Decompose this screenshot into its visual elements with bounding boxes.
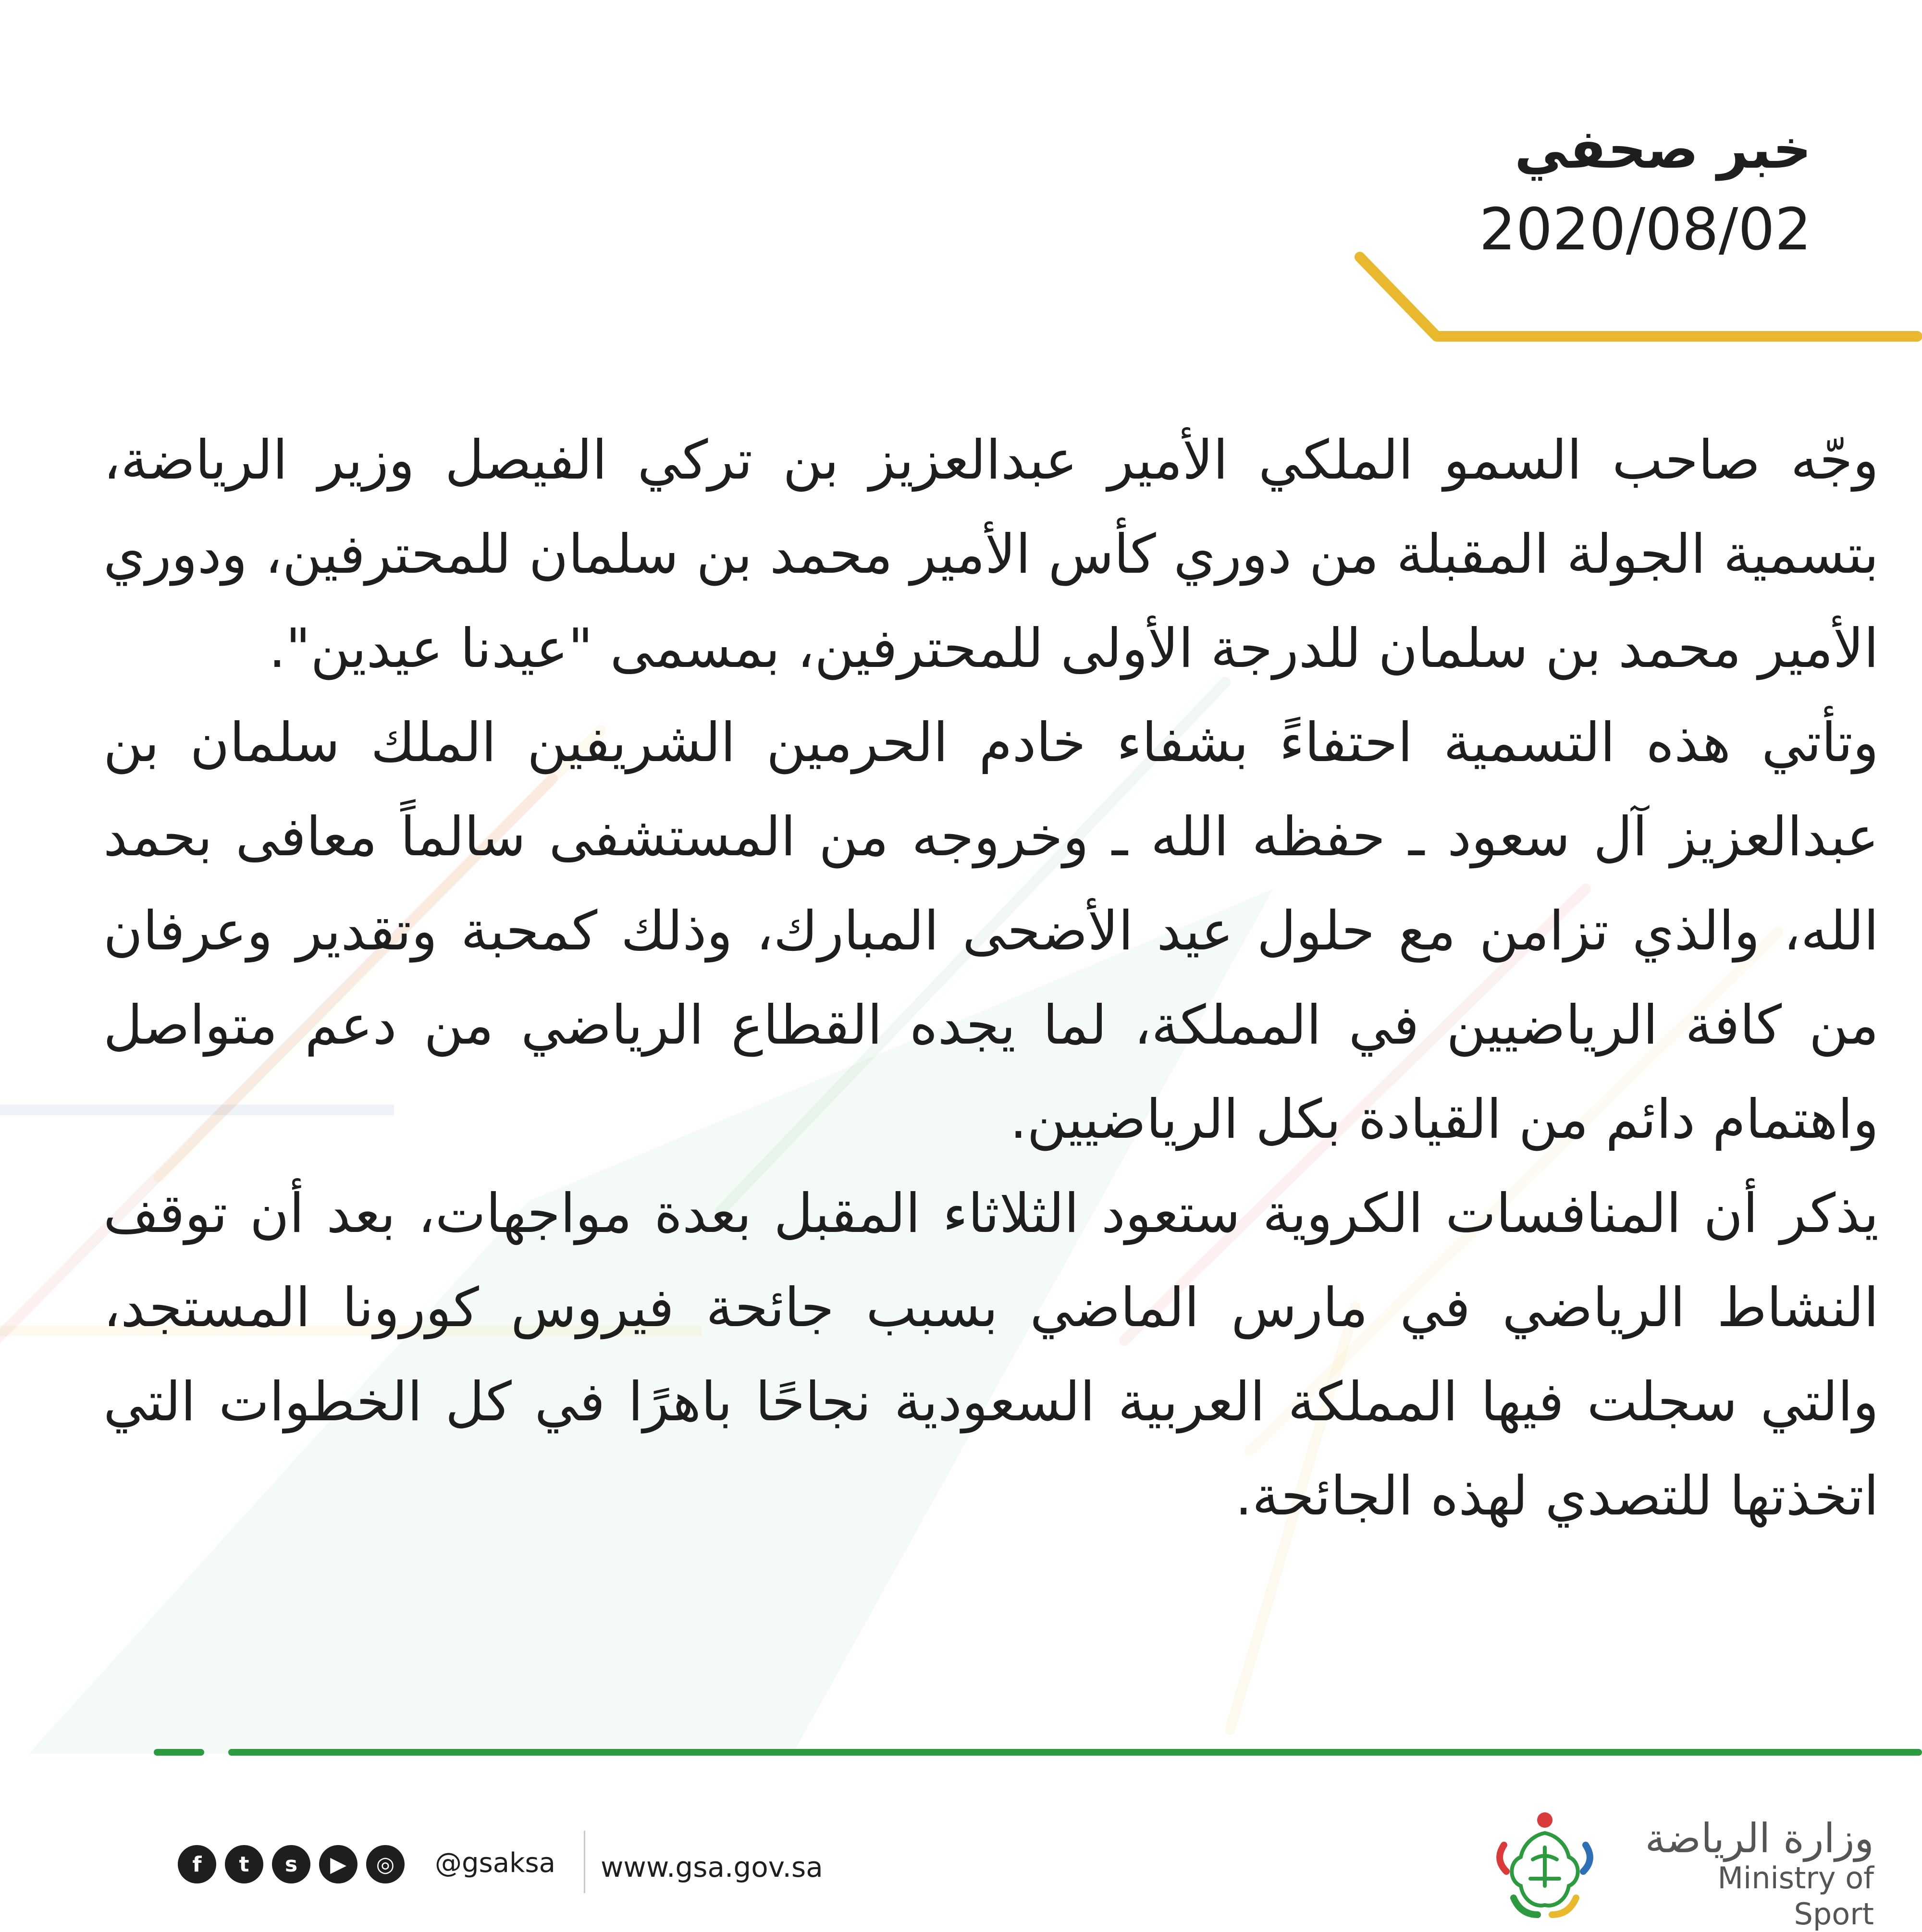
logo-english-name: Ministry of Sport — [1717, 1860, 1874, 1932]
ministry-emblem-icon — [1485, 1807, 1605, 1927]
social-handle[interactable]: @gsaksa — [435, 1847, 555, 1879]
snapchat-icon[interactable]: s — [272, 1845, 310, 1883]
footer — [0, 1807, 1922, 1932]
youtube-icon[interactable]: ▶ — [319, 1845, 357, 1883]
paragraph-3: يذكر أن المنافسات الكروية ستعود الثلاثاء المقبل بعدة مواجهات، بعد أن توقف النشاط الرياضي في مارس الماضي بسبب جائحة فيروس كورونا المستجد، والتي سجلت فيها المملكة العربية السعودية نجاحًا باهرًا في كل الخطوات التي اتخذتها للتصدي لهذه الجائحة. — [103, 1182, 1879, 1527]
paragraph-2: وتأتي هذه التسمية احتفاءً بشفاء خادم الحرمين الشريفين الملك سلمان بن عبدالعزيز آل سعود ـ حفظه الله ـ وخروجه من المستشفى سالماً معافى بحمد الله، والذي تزامن مع حلول عيد الأضحى المبارك، وذلك كمحبة وتقدير وعرفان من كافة الرياضيين في المملكة، لما يجده القطاع الرياضي من دعم متواصل واهتمام دائم من القيادة بكل الرياضيين. — [103, 712, 1879, 1151]
article-body — [103, 413, 1879, 1543]
page-date: 2020/08/02 — [1479, 197, 1811, 264]
header — [1479, 120, 1811, 262]
twitter-icon[interactable]: t — [225, 1845, 263, 1883]
social-icons — [178, 1845, 405, 1883]
footer-divider-short — [154, 1749, 204, 1756]
website-link[interactable]: www.gsa.gov.sa — [601, 1851, 823, 1883]
paragraph-1: وجّه صاحب السمو الملكي الأمير عبدالعزيز بن تركي الفيصل وزير الرياضة، بتسمية الجولة المقبلة من دوري كأس الأمير محمد بن سلمان للمحترفين، ودوري الأمير محمد بن سلمان للدرجة الأولى للمحترفين، بمسمى "عيدنا عيدين". — [103, 429, 1879, 680]
footer-divider-long — [228, 1749, 1922, 1756]
page-title: خبر صحفي — [1515, 118, 1811, 181]
instagram-icon[interactable]: ◎ — [366, 1845, 405, 1883]
footer-separator — [584, 1831, 585, 1893]
logo-arabic-name: وزارة الرياضة — [1645, 1815, 1874, 1862]
facebook-icon[interactable]: f — [178, 1845, 216, 1883]
ministry-logo-text — [1634, 1816, 1874, 1932]
